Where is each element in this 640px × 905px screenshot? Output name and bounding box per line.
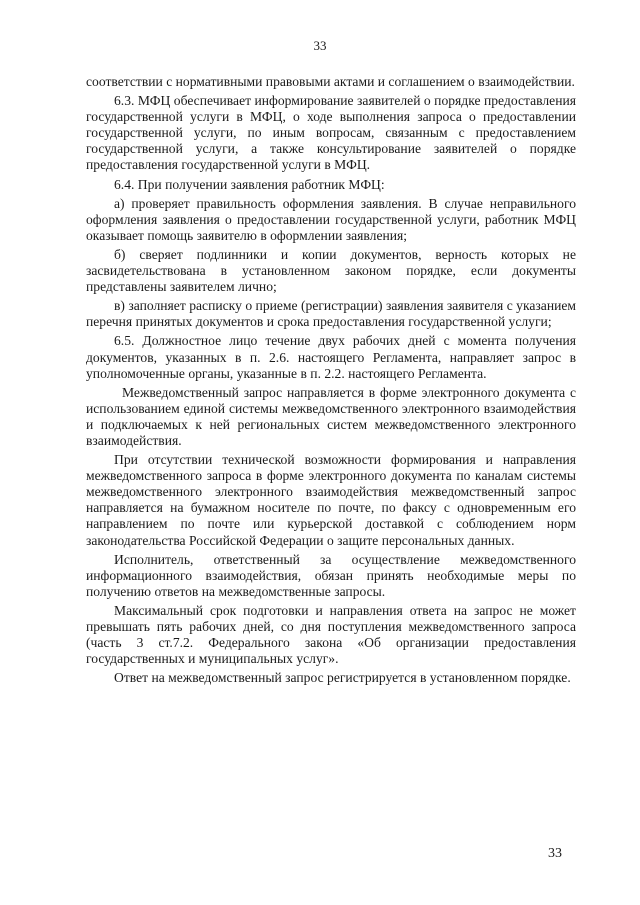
paragraph-continuation: соответствии с нормативными правовыми актами и соглашением о взаимодействии.: [86, 74, 575, 89]
paragraph-6-4-b: б) сверяет подлинники и копии документов, верность которых не засвидетельствована в установленном законом порядке, если документы представлены заявителем лично;: [86, 246, 576, 295]
paragraph-paper-request: При отсутствии технической возможности формирования и направления межведомственного запроса в форме электронного документа по каналам системы межведомственного электронного взаимодействия межведомственный запрос направляется на бумажном носителе по почте, по факсу с одновременным его направлением по почте или курьерской доставкой с соблюдением норм законодательства Российской Федерации о защите персональных данных.: [86, 452, 576, 548]
paragraph-electronic-request: Межведомственный запрос направляется в форме электронного документа с использованием единой системы межведомственного электронного взаимодействия и подключаемых к ней региональных систем межведомственного электронного взаимодействия.: [86, 384, 576, 448]
paragraph-response-registration: Ответ на межведомственный запрос регистрируется в установленном порядке.: [114, 670, 571, 686]
document-body: [86, 74, 576, 689]
page-number-bottom: 33: [548, 846, 562, 861]
page-number-top: 33: [313, 38, 327, 53]
paragraph-6-4: 6.4. При получении заявления работник МФЦ:: [114, 176, 385, 192]
paragraph-deadline: Максимальный срок подготовки и направления ответа на запрос не может превышать пять рабочих дней, со дня поступления межведомственного запроса (часть 3 ст.7.2. Федерального закона «Об организации предоставления государственных и муниципальных услуг».: [86, 602, 576, 667]
paragraph-executor: Исполнитель, ответственный за осуществление межведомственного информационного взаимодействия, обязан принять необходимые меры по получению ответов на межведомственные запросы.: [86, 551, 576, 599]
paragraph-6-3: 6.3. МФЦ обеспечивает информирование заявителей о порядке предоставления государственной услуги в МФЦ, о ходе выполнения запроса о предоставлении государственной услуги, по иным вопросам, связанным с предоставлением государственной услуги, а также консультирование заявителей о порядке предоставления государственной услуги в МФЦ.: [86, 93, 576, 173]
paragraph-6-4-a: а) проверяет правильность оформления заявления. В случае неправильного оформления заявления о предоставлении государственной услуги, работник МФЦ оказывает помощь заявителю в оформлении заявления;: [86, 195, 576, 243]
paragraph-6-5: 6.5. Должностное лицо течение двух рабочих дней с момента получения документов, указанных в п. 2.6. настоящего Регламента, направляет запрос в уполномоченные органы, указанные в п. 2.2. настоящего Регламента.: [86, 333, 576, 381]
paragraph-6-4-v: в) заполняет расписку о приеме (регистрации) заявления заявителя с указанием перечня принятых документов и срока предоставления государственной услуги;: [86, 298, 576, 330]
